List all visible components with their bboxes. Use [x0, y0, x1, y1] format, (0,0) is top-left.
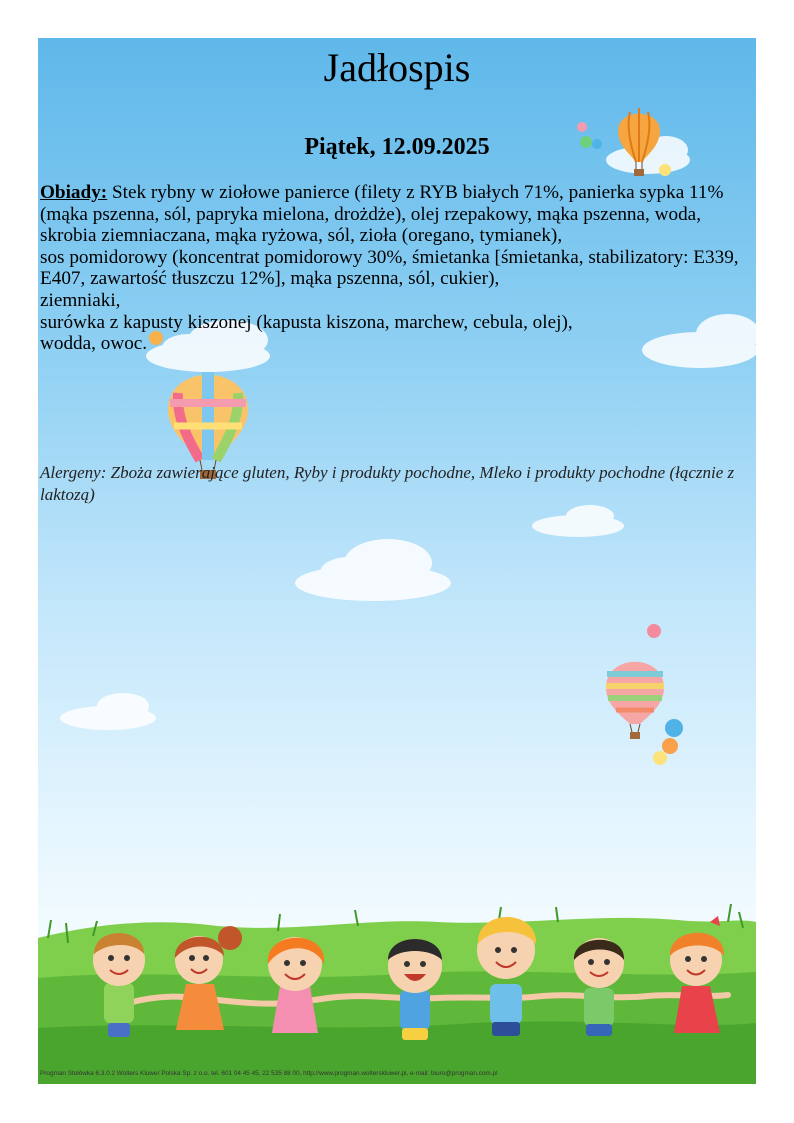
menu-line: surówka z kapusty kiszonej (kapusta kiszona, marchew, cebula, olej),	[40, 311, 573, 333]
hot-air-balloon	[606, 662, 664, 739]
menu-line: wodda, owoc.	[40, 333, 148, 355]
page-title: Jadłospis	[323, 45, 471, 90]
cloud	[60, 693, 156, 730]
menu-date: Piątek, 12.09.2025	[304, 134, 490, 160]
menu-line: sos pomidorowy (koncentrat pomidorowy 30%, śmietanka [śmietanka, stabilizatory: E339, E407, zawartość tłuszczu 12%], mąka pszenna, sól, cukier),	[40, 246, 739, 290]
cloud	[532, 505, 624, 537]
cloud	[295, 539, 451, 601]
lunch-menu	[40, 182, 740, 355]
menu-line: Stek rybny w ziołowe panierce (filety z RYB białych 71%, panierka sypka 11% (mąka pszenna, sól, papryka mielona, drożdże), olej rzepakowy, mąka pszenna, woda, skrobia ziemniaczana, mąka ryżowa, sól, zioła (oregano, tymianek),	[40, 182, 724, 247]
meal-label: Obiady:	[40, 182, 108, 203]
menu-line: ziemniaki,	[40, 289, 121, 311]
menu-page	[38, 38, 756, 1084]
allergen-info: Alergeny: Zboża zawierające gluten, Ryby i produkty pochodne, Mleko i produkty pochodne (łącznie z laktozą)	[40, 463, 735, 504]
footer-credits: Progman Stołówka 6.3.0.2 Wolters Kluwer Polska Sp. z o.o. tel. 601 04 45 45, 22 535 88 00, http://www.progman.wolterskluwer.pl, e-mail: biuro@progman.com.pl	[40, 1070, 498, 1077]
